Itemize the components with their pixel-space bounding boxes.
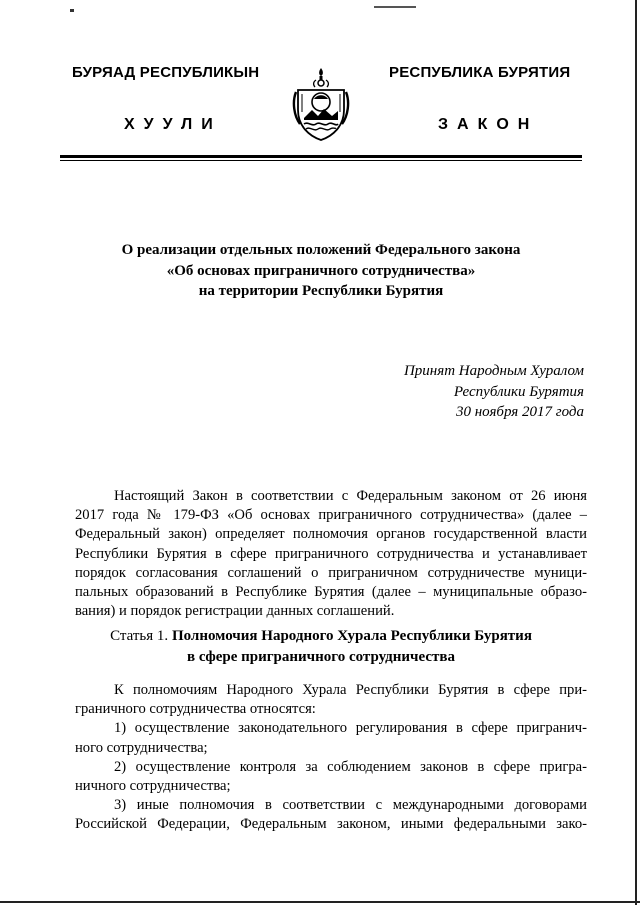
adoption-note-line: Республики Бурятия: [453, 383, 584, 400]
list-item-line: ного сотрудничества;: [75, 739, 208, 756]
paragraph-line: Настоящий Закон в соответствии с Федеральным законом от 26 июня: [114, 488, 587, 504]
header-buryat-republic: БУРЯАД РЕСПУБЛИКЫН: [72, 64, 260, 81]
list-item-line: ничного сотрудничества;: [75, 777, 231, 794]
scan-border-bottom: [0, 901, 640, 903]
header-divider-thin: [60, 160, 582, 161]
article-1-body: [75, 681, 587, 835]
paragraph-line: пальных образований в Республике Бурятия (далее – муниципальные образо-: [75, 583, 587, 600]
list-item-line: 2) осуществление контроля за соблюдением законов в сфере пригра-: [114, 758, 587, 775]
list-item-line: 3) иные полномочия в соответствии с международными договорами: [114, 797, 587, 814]
article-1-heading: [60, 626, 582, 667]
scan-border-right: [635, 0, 637, 905]
law-title-line: на территории Республики Бурятия: [198, 283, 444, 299]
header-divider-thick: [60, 155, 582, 158]
adoption-note: [284, 361, 584, 423]
scan-artifact-top: [374, 6, 416, 8]
article-title: Полномочия Народного Хурала Республики Бурятия: [171, 628, 532, 644]
coat-of-arms-icon: [292, 66, 350, 142]
paragraph-line: К полномочиям Народного Хурала Республики Бурятия в сфере при-: [114, 682, 587, 698]
adoption-date: 30 ноября 2017 года: [455, 404, 584, 420]
paragraph-line: граничного сотрудничества относятся:: [75, 701, 316, 718]
list-item-line: 1) осуществление законодательного регулирования в сфере пригранич-: [114, 720, 587, 737]
article-number: Статья 1.: [110, 628, 169, 644]
law-title-line: О реализации отдельных положений Федерального закона: [121, 242, 521, 258]
list-item-line: Российской Федерации, Федеральным законом, иными федеральными зако-: [75, 816, 587, 833]
paragraph-line: Республики Бурятия в сфере приграничного сотрудничества и устанавливает: [75, 545, 587, 562]
header-russian-law-word: ЗАКОН: [438, 116, 539, 133]
adoption-note-line: Принят Народным Хуралом: [403, 363, 584, 379]
law-title-line: «Об основах приграничного сотрудничества»: [166, 262, 476, 279]
preamble-paragraph: [75, 487, 587, 621]
law-title: [60, 240, 582, 302]
paragraph-line: Федеральный закон) определяет полномочия органов государственной власти: [75, 526, 587, 543]
paragraph-line: 2017 года № 179-ФЗ «Об основах приграничного сотрудничества» (далее –: [75, 507, 587, 524]
scan-artifact-mark: [70, 9, 74, 12]
header-buryat-law-word: ХУУЛИ: [124, 116, 222, 133]
article-title-continued: в сфере приграничного сотрудничества: [187, 648, 455, 665]
paragraph-line: вания) и порядок регистрации данных соглашений.: [75, 603, 395, 620]
paragraph-line: порядок согласования соглашений о приграничном сотрудничестве муници-: [75, 564, 587, 581]
header-russian-republic: РЕСПУБЛИКА БУРЯТИЯ: [389, 64, 571, 81]
